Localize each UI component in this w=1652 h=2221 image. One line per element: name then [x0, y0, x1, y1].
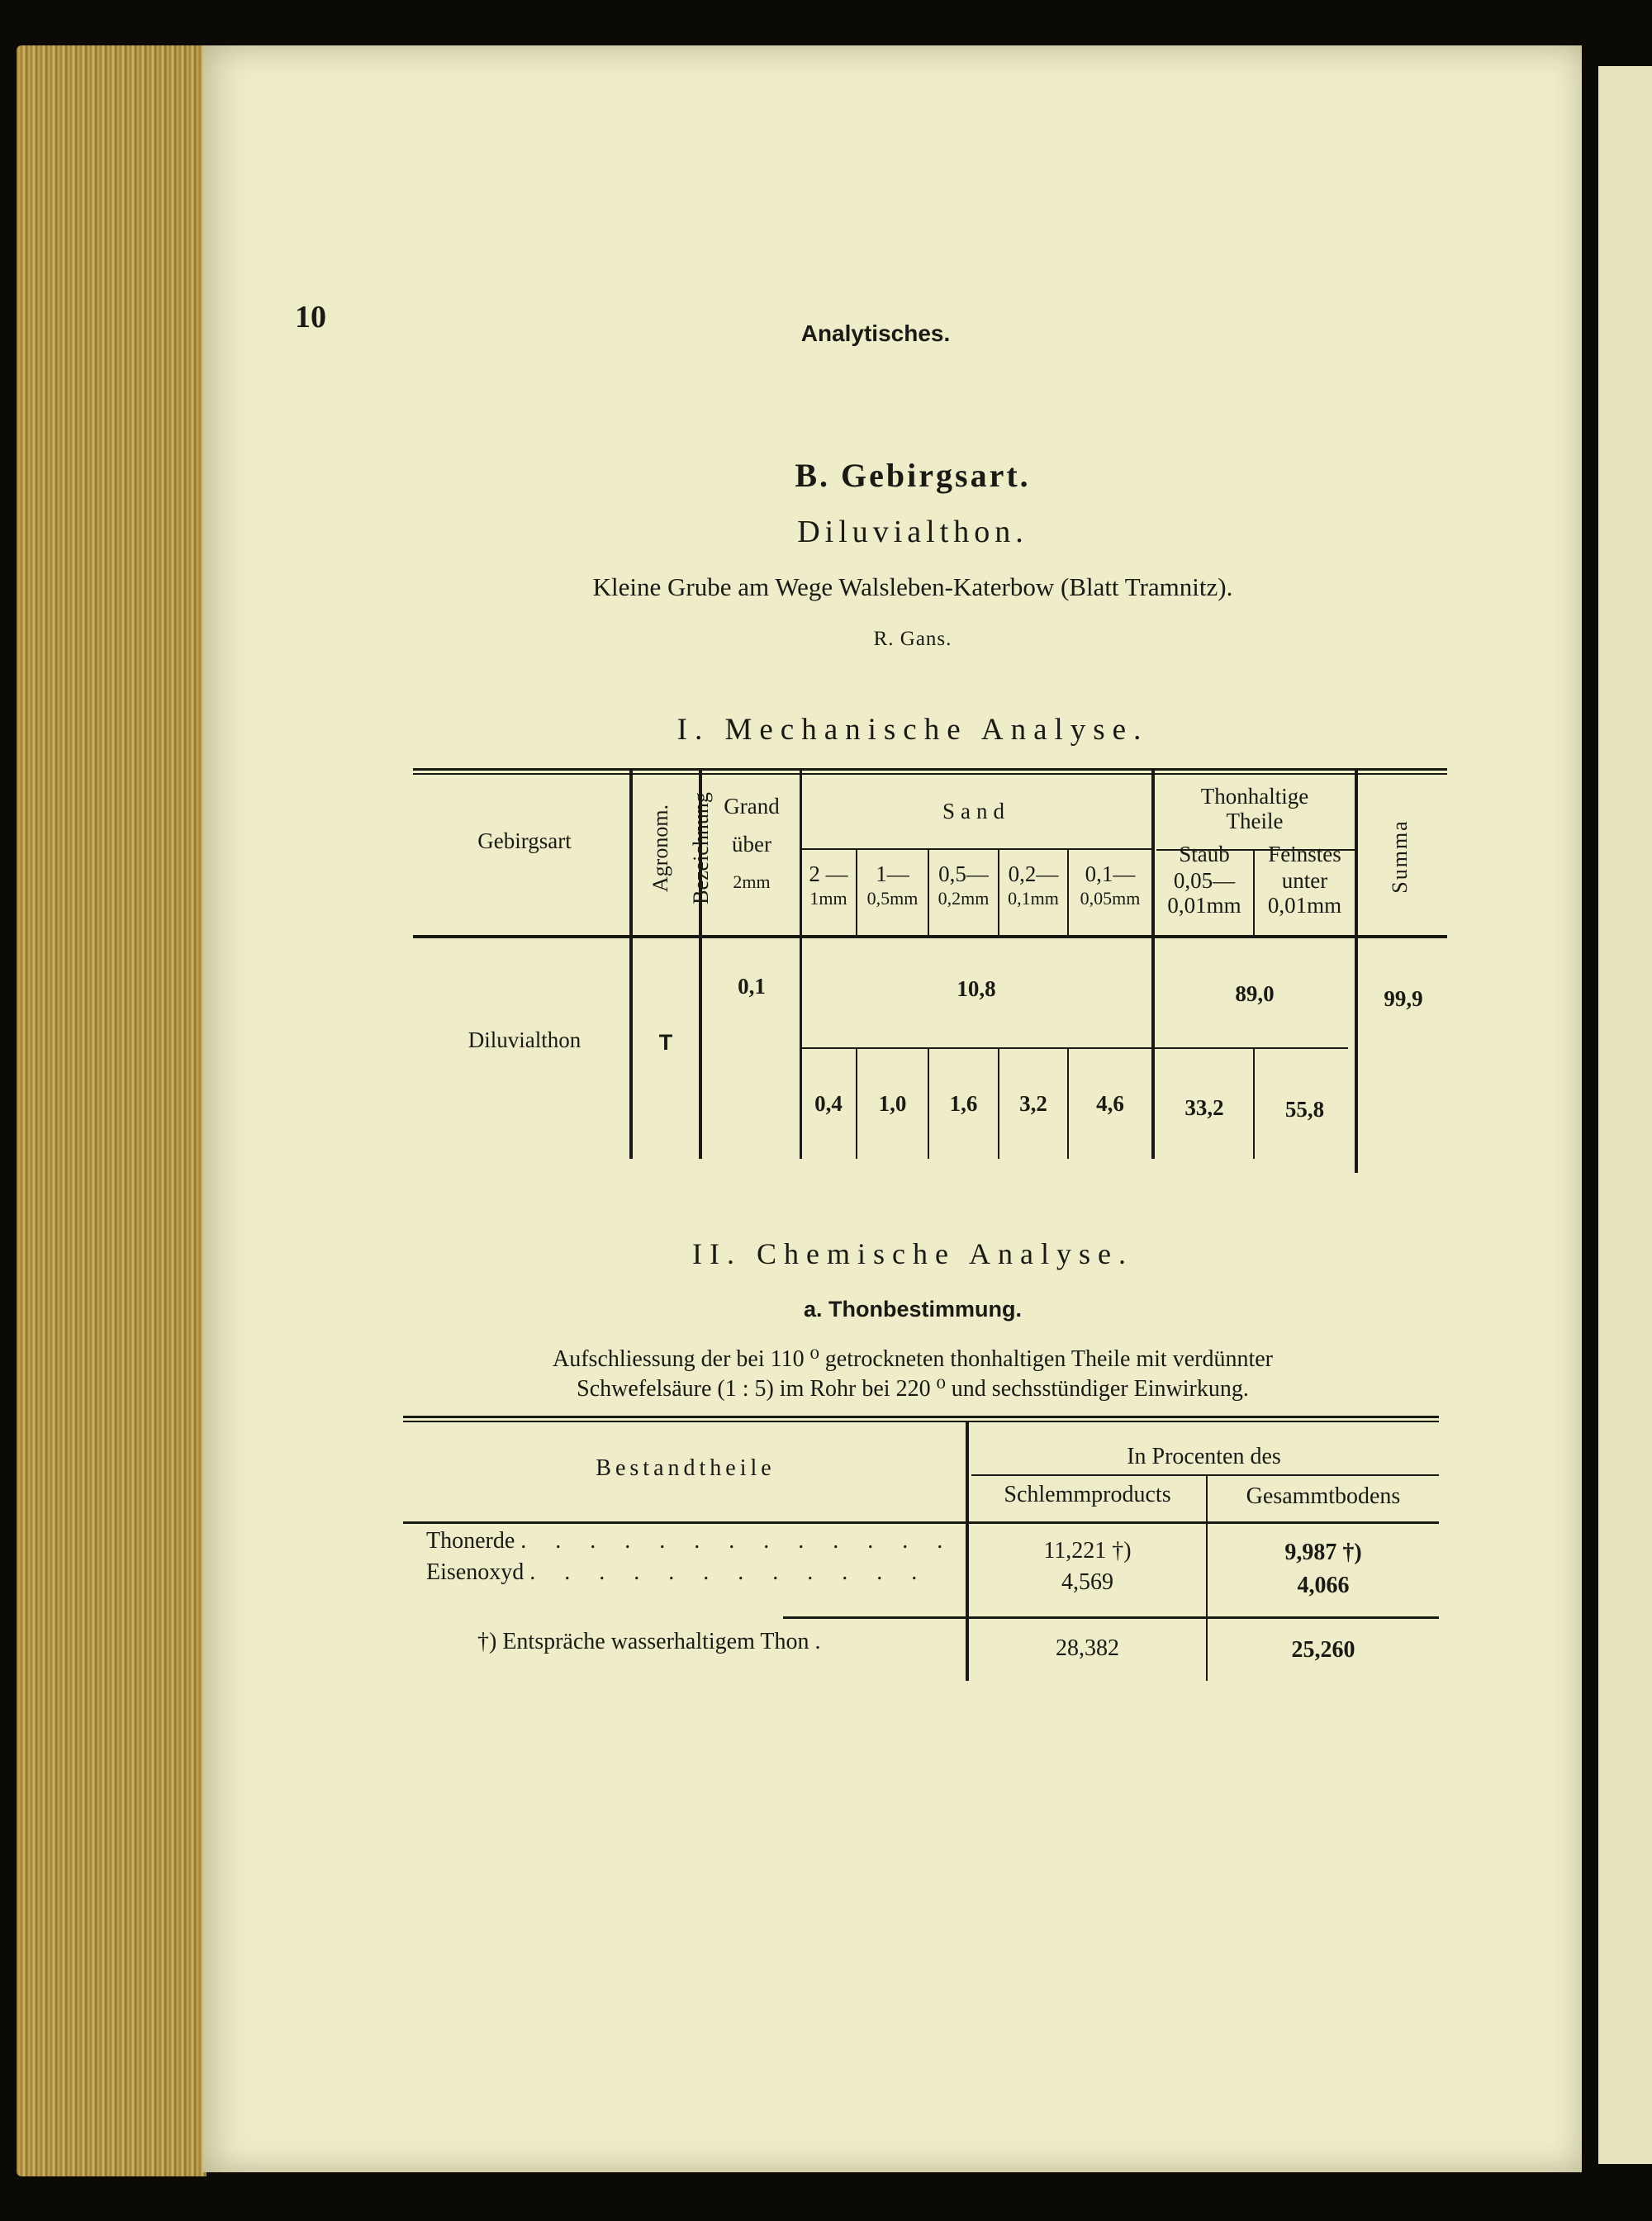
author: R. Gans. [873, 628, 952, 650]
sand-col-5-top: 0,1— [1085, 861, 1136, 886]
chem-row-eisenoxyd-dots: . . . . . . . . . . . . [529, 1559, 929, 1585]
section-title: B. Gebirgsart. [795, 457, 1031, 494]
header-staub-unit: 0,01mm [1167, 893, 1241, 918]
sand-col-1-bottom: 1mm [809, 888, 847, 909]
row-sand-1: 0,4 [814, 1091, 843, 1116]
row-summa: 99,9 [1384, 986, 1423, 1011]
row-grand: 0,1 [738, 974, 766, 999]
chem-header-bestandtheile: Bestandtheile [596, 1455, 776, 1481]
chem-footer-gesammt: 25,260 [1291, 1637, 1355, 1663]
header-thon-line1: Thonhaltige [1200, 784, 1309, 809]
header-thon-line2: Theile [1226, 809, 1284, 833]
chem-row-eisenoxyd-gesammt: 4,066 [1297, 1573, 1350, 1598]
row-sand-5: 4,6 [1096, 1091, 1124, 1116]
header-feinstes-unit: 0,01mm [1267, 893, 1342, 918]
chem-header-bottom [403, 1521, 1439, 1524]
header-ueber: über [732, 832, 771, 857]
chem-row-eisenoxyd-name: Eisenoxyd [426, 1559, 525, 1585]
header-summa: Summa [1388, 819, 1412, 894]
thonbestimmung-subtitle: a. Thonbestimmung. [803, 1297, 1022, 1322]
header-feinstes: Feinstes [1268, 842, 1341, 866]
sand-col-5-bottom: 0,05mm [1080, 888, 1141, 909]
chem-header-schlemm: Schlemmproducts [1004, 1482, 1171, 1507]
sand-col-1-top: 2 — [809, 861, 848, 886]
running-head [0, 320, 1652, 347]
row-staub: 33,2 [1184, 1095, 1224, 1120]
chem-row-thonerde-gesammt: 9,987 †) [1284, 1540, 1362, 1565]
chem-footer-schlemm: 28,382 [1056, 1635, 1119, 1661]
col-divider-5 [1355, 768, 1358, 1173]
chem-header-gesammt: Gesammtbodens [1246, 1483, 1401, 1509]
row-name: Diluvialthon [468, 1027, 582, 1052]
chem-row-eisenoxyd-label [426, 1559, 928, 1586]
book-page-edges [17, 45, 206, 2176]
header-grand-unit: 2mm [733, 871, 771, 892]
mechanical-analysis-title: I. Mechanische Analyse. [676, 713, 1149, 747]
description-line-2: Schwefelsäure (1 : 5) im Rohr bei 220 ⁰ und sechsstündiger Einwirkung. [577, 1376, 1249, 1402]
location-line: Kleine Grube am Wege Walsleben-Katerbow (Blatt Tramnitz). [592, 572, 1233, 601]
sand-header-rule [800, 848, 1151, 850]
header-bottom-rule [413, 935, 1447, 938]
row-feinstes: 55,8 [1284, 1097, 1325, 1122]
chem-row-thonerde-label [426, 1528, 954, 1554]
chem-row-thonerde-schlemm: 11,221 †) [1043, 1538, 1132, 1564]
chem-row-thonerde-name: Thonerde [426, 1528, 515, 1554]
table-top-rule-2 [413, 773, 1447, 775]
row-sand-2: 1,0 [878, 1091, 907, 1116]
chem-header-rule [971, 1474, 1439, 1476]
sand-col-2-top: 1— [876, 861, 909, 886]
running-head-text: Analytisches. [800, 320, 951, 346]
sand-col-3-top: 0,5— [938, 861, 989, 886]
chem-sum-rule [783, 1616, 1439, 1619]
chem-col-divider-2b [1206, 1524, 1208, 1616]
header-gebirgsart: Gebirgsart [477, 828, 572, 853]
header-feinstes-unter: unter [1281, 868, 1328, 893]
col-divider-1 [629, 768, 633, 1159]
row-sand-total: 10,8 [957, 976, 996, 1001]
chem-header-procenten: In Procenten des [1127, 1444, 1281, 1469]
header-staub-range: 0,05— [1173, 868, 1236, 893]
header-sand: Sand [942, 799, 1010, 823]
sand-col-4-top: 0,2— [1008, 861, 1059, 886]
chem-footer-label: †) Entspräche wasserhaltigem Thon . [477, 1629, 821, 1654]
sand-col-4-bottom: 0,1mm [1008, 888, 1059, 909]
chem-top-rule [403, 1416, 1439, 1418]
header-grand: Grand [724, 794, 780, 819]
table-top-rule [413, 768, 1447, 771]
subtotal-rule [800, 1047, 1348, 1049]
sand-col-2-bottom: 0,5mm [866, 888, 919, 909]
chem-row-eisenoxyd-schlemm: 4,569 [1061, 1569, 1113, 1595]
chem-top-rule-2 [403, 1421, 1439, 1422]
row-sand-4: 3,2 [1019, 1091, 1047, 1116]
page-number: 10 [295, 300, 326, 335]
chem-row-thonerde-dots: . . . . . . . . . . . . . [520, 1528, 955, 1554]
chemical-analysis-title: II. Chemische Analyse. [692, 1237, 1133, 1270]
header-bezeichnung: Bezeichnung [689, 792, 713, 904]
sand-col-3-bottom: 0,2mm [938, 888, 990, 909]
row-sand-3: 1,6 [949, 1091, 978, 1116]
description-text [388, 1345, 1437, 1404]
row-agronom: T [658, 1030, 673, 1055]
subtitle: Diluvialthon. [797, 515, 1028, 549]
row-thon-total: 89,0 [1235, 981, 1275, 1006]
facing-page-edge [1598, 66, 1652, 2164]
header-staub: Staub [1179, 842, 1230, 866]
description-line-1: Aufschliessung der bei 110 ⁰ getrockneten thonhaltigen Theile mit verdünnter [553, 1346, 1273, 1372]
header-agronom: Agronom. [648, 804, 672, 893]
